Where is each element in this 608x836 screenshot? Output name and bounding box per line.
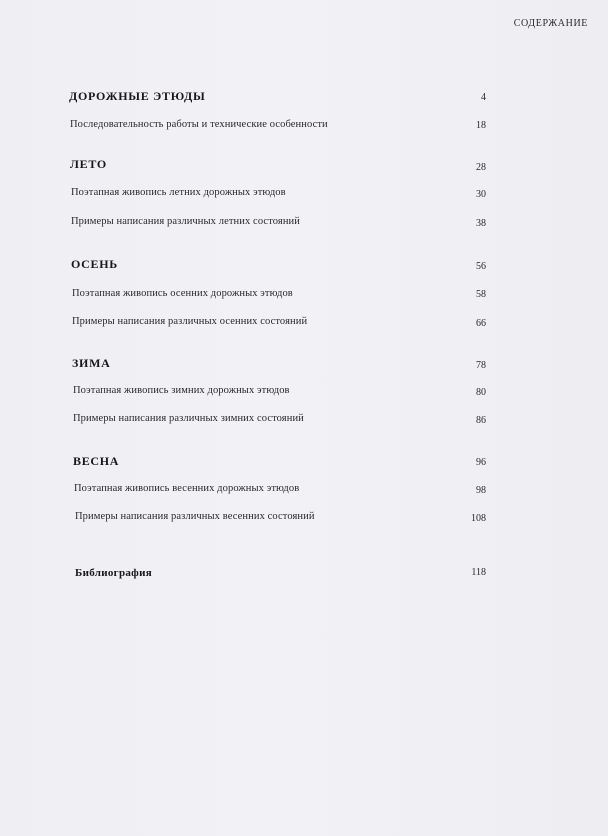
toc-entry-autumn-stages	[0, 288, 608, 304]
toc-entry-title: Примеры написания различных зимних состояний	[73, 413, 304, 424]
toc-entry-title: Примеры написания различных летних состояний	[71, 216, 300, 227]
toc-entry-title: Поэтапная живопись весенних дорожных этюдов	[74, 483, 300, 494]
toc-entry-title: ЗИМА	[72, 356, 111, 370]
toc-entry-title: Примеры написания различных весенних состояний	[75, 511, 315, 522]
toc-entry-page: 80	[476, 387, 486, 398]
toc-entry-title: ЛЕТО	[70, 157, 107, 171]
toc-entry-section-road-studies	[0, 89, 608, 105]
toc-entry-title: Последовательность работы и технические особенности	[70, 119, 328, 130]
toc-entry-title: Поэтапная живопись осенних дорожных этюдов	[72, 288, 293, 299]
page-header: СОДЕРЖАНИЕ	[513, 18, 588, 29]
toc-entry-title: ОСЕНЬ	[71, 257, 118, 271]
toc-entry-page: 18	[476, 120, 486, 131]
toc-entry-page: 96	[476, 457, 486, 468]
toc-entry-page: 4	[481, 92, 486, 103]
toc-entry-title: Библиография	[75, 567, 152, 579]
toc-entry-section-spring	[0, 454, 608, 470]
toc-entry-page: 38	[476, 218, 486, 229]
toc-entry-section-autumn	[0, 257, 608, 273]
toc-entry-winter-examples	[0, 413, 608, 429]
toc-entry-title: Примеры написания различных осенних состояний	[72, 316, 308, 327]
toc-entry-title: Поэтапная живопись зимних дорожных этюдов	[73, 385, 290, 396]
toc-entry-summer-stages	[0, 187, 608, 203]
toc-entry-bibliography	[0, 567, 608, 583]
toc-entry-page: 98	[476, 485, 486, 496]
toc-entry-page: 58	[476, 289, 486, 300]
toc-entry-title: ДОРОЖНЫЕ ЭТЮДЫ	[69, 89, 206, 103]
toc-entry-title: Поэтапная живопись летних дорожных этюдов	[71, 187, 286, 198]
toc-entry-section-winter	[0, 356, 608, 372]
toc-entry-page: 56	[476, 261, 486, 272]
toc-entry-page: 30	[476, 189, 486, 200]
toc-entry-work-sequence	[0, 119, 608, 135]
toc-entry-page: 28	[476, 162, 486, 173]
toc-entry-winter-stages	[0, 385, 608, 401]
toc-entry-spring-examples	[0, 511, 608, 527]
toc-entry-title: ВЕСНА	[73, 454, 120, 468]
toc-entry-summer-examples	[0, 216, 608, 232]
toc-entry-page: 108	[471, 513, 486, 524]
toc-entry-page: 118	[471, 567, 486, 578]
toc-entry-section-summer	[0, 157, 608, 173]
toc-entry-spring-stages	[0, 483, 608, 499]
toc-entry-page: 66	[476, 318, 486, 329]
toc-entry-autumn-examples	[0, 316, 608, 332]
toc-entry-page: 78	[476, 360, 486, 371]
toc-entry-page: 86	[476, 415, 486, 426]
